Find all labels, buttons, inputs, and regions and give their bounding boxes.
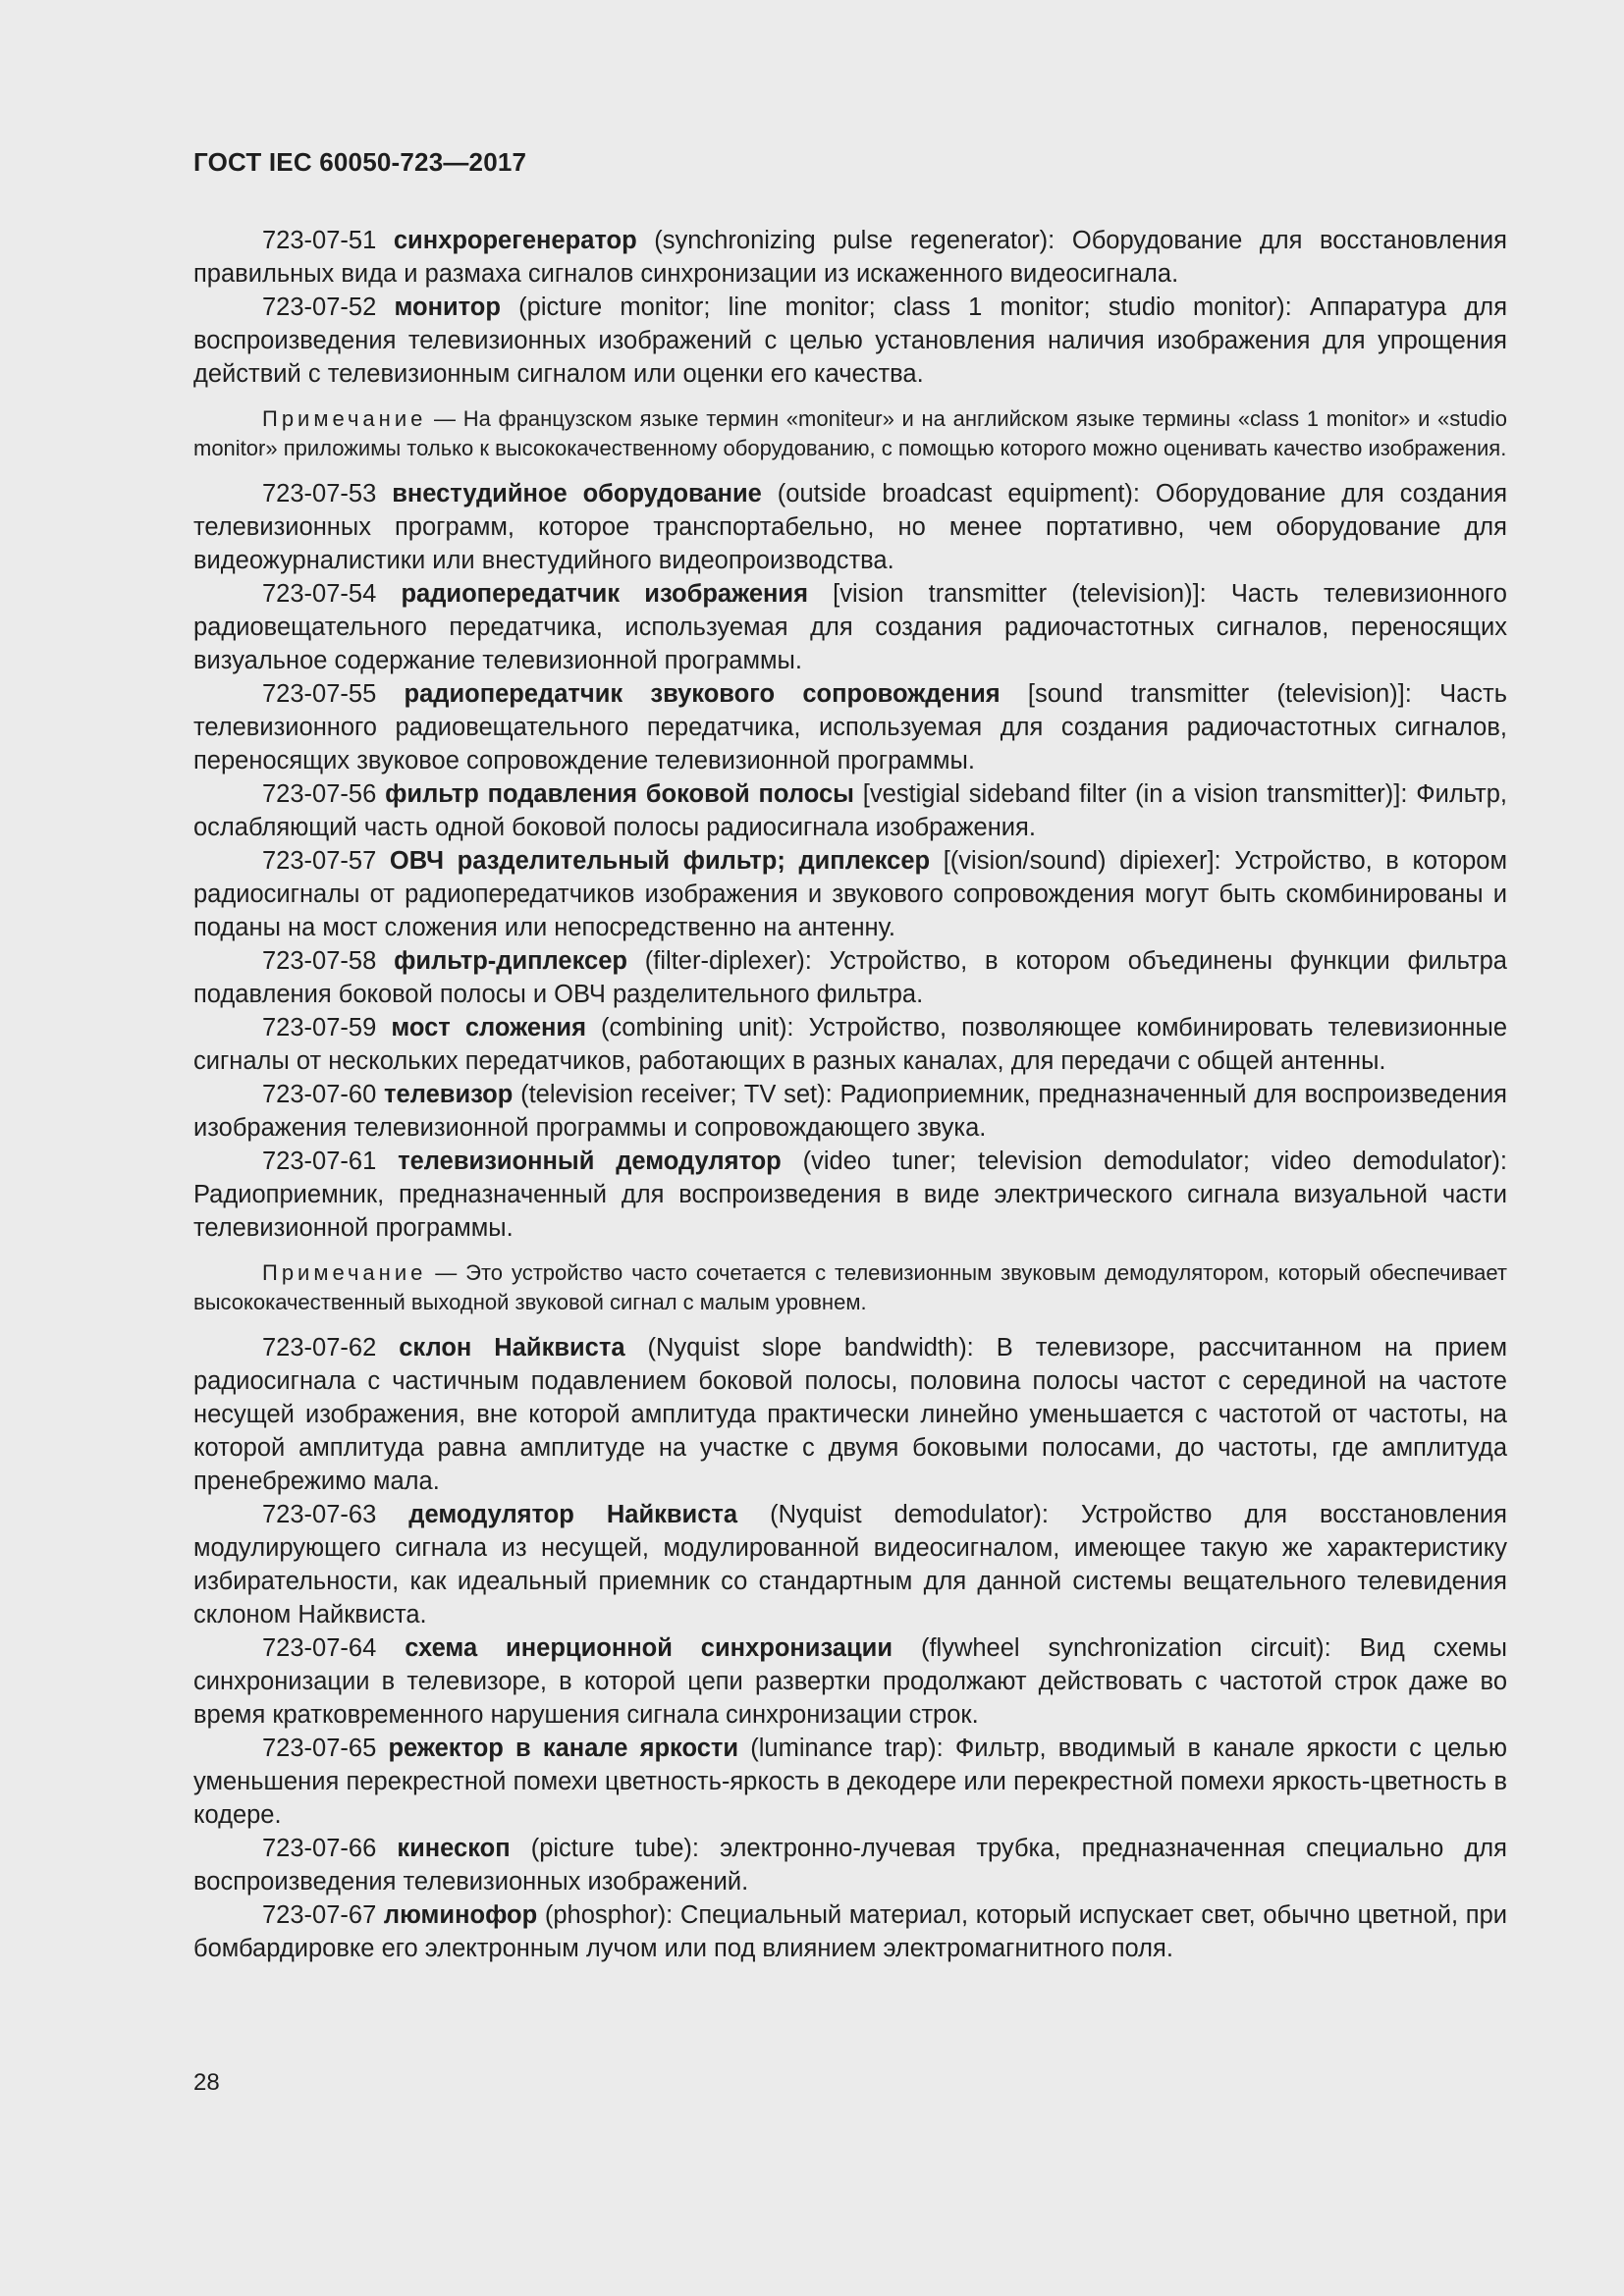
- entry-number: 723-07-66: [262, 1835, 377, 1862]
- entry-definition: (phosphor): Специальный материал, который испускает свет, обычно цветной, при бомбардировке его электронным лучом или под влиянием электромагнитного поля.: [193, 1901, 1507, 1962]
- entry-723-07-65: [193, 1732, 1507, 1832]
- entry-definition: (flywheel synchronization circuit): Вид схемы синхронизации в телевизоре, в которой цепи развертки продолжают действовать с частотой строк даже во время кратковременного нарушения сигнала синхронизации строк.: [193, 1634, 1507, 1729]
- entry-definition: (luminance trap): Фильтр, вводимый в канале яркости с целью уменьшения перекрестной помехи цветность-яркость в декодере или перекрестной помехи яркость-цветность в кодере.: [193, 1735, 1507, 1829]
- entry-723-07-55: [193, 677, 1507, 777]
- entry-723-07-57: [193, 844, 1507, 944]
- entry-723-07-53: [193, 477, 1507, 577]
- entry-term: люминофор: [383, 1901, 538, 1929]
- entry-723-07-60: [193, 1078, 1507, 1145]
- entry-number: 723-07-64: [262, 1634, 377, 1662]
- entry-term: склон Найквиста: [399, 1334, 625, 1362]
- entry-723-07-63: [193, 1498, 1507, 1631]
- note-text: — На французском языке термин «moniteur» и на английском языке термины «class 1 monitor» и «studio monitor» приложимы только к высококачественному оборудованию, с помощью которого можно оценивать качество изображения.: [193, 406, 1507, 460]
- entry-number: 723-07-61: [262, 1148, 377, 1175]
- entry-723-07-51: [193, 224, 1507, 291]
- entry-number: 723-07-56: [262, 780, 377, 808]
- entry-definition: [vision transmitter (television)]: Часть телевизионного радиовещательного передатчика, используемая для создания радиочастотных сигналов, переносящих визуальное содержание телевизионной программы.: [193, 580, 1507, 674]
- entry-definition: (Nyquist demodulator): Устройство для восстановления модулирующего сигнала из несущей, модулированной видеосигналом, имеющее такую же характеристику избирательности, как идеальный приемник со стандартным для данной системы вещательного телевидения склоном Найквиста.: [193, 1501, 1507, 1629]
- entry-definition: (picture monitor; line monitor; class 1 monitor; studio monitor): Аппаратура для воспроизведения телевизионных изображений с целью установления наличия изображения для упрощения действий с телевизионным сигналом или оценки его качества.: [193, 294, 1507, 388]
- entry-term: телевизионный демодулятор: [398, 1148, 782, 1175]
- entry-number: 723-07-58: [262, 947, 377, 975]
- entry-term: фильтр подавления боковой полосы: [385, 780, 854, 808]
- entry-term: схема инерционной синхронизации: [405, 1634, 893, 1662]
- entry-term: мост сложения: [391, 1014, 586, 1041]
- entry-definition: [vestigial sideband filter (in a vision transmitter)]: Фильтр, ослабляющий часть одной боковой полосы радиосигнала изображения.: [193, 780, 1507, 841]
- entry-definition: (synchronizing pulse regenerator): Оборудование для восстановления правильных вида и размаха сигналов синхронизации из искаженного видеосигнала.: [193, 227, 1507, 288]
- entry-number: 723-07-54: [262, 580, 377, 608]
- entry-definition: (video tuner; television demodulator; video demodulator): Радиоприемник, предназначенный для воспроизведения в виде электрического сигнала визуальной части телевизионной программы.: [193, 1148, 1507, 1242]
- note-demodulator: [193, 1258, 1507, 1317]
- entry-term: телевизор: [384, 1081, 514, 1108]
- entry-723-07-67: [193, 1898, 1507, 1965]
- document-body: [193, 224, 1507, 1965]
- entry-definition: (filter-diplexer): Устройство, в котором объединены функции фильтра подавления боковой полосы и ОВЧ разделительного фильтра.: [193, 947, 1507, 1008]
- entry-definition: [(vision/sound) dipiexer]: Устройство, в котором радиосигналы от радиопередатчиков изображения и звукового сопровождения могут быть скомбинированы и поданы на мост сложения или непосредственно на антенну.: [193, 847, 1507, 941]
- entry-number: 723-07-60: [262, 1081, 377, 1108]
- entry-number: 723-07-55: [262, 680, 377, 708]
- entry-definition: (combining unit): Устройство, позволяющее комбинировать телевизионные сигналы от нескольких передатчиков, работающих в разных каналах, для передачи с общей антенны.: [193, 1014, 1507, 1075]
- entry-definition: (television receiver; TV set): Радиоприемник, предназначенный для воспроизведения изображения телевизионной программы и сопровождающего звука.: [193, 1081, 1507, 1142]
- entry-term: радиопередатчик звукового сопровождения: [404, 680, 1001, 708]
- entry-723-07-59: [193, 1011, 1507, 1078]
- entry-definition: [sound transmitter (television)]: Часть телевизионного радиовещательного передатчика, используемая для создания радиочастотных сигналов, переносящих звуковое сопровождение телевизионной программы.: [193, 680, 1507, 774]
- entry-term: кинескоп: [397, 1835, 511, 1862]
- entry-723-07-58: [193, 944, 1507, 1011]
- document-header: ГОСТ IEC 60050-723—2017: [193, 147, 527, 177]
- page-number: 28: [193, 2069, 220, 2096]
- entry-723-07-61: [193, 1145, 1507, 1245]
- entry-term: демодулятор Найквиста: [408, 1501, 738, 1528]
- entry-number: 723-07-51: [262, 227, 377, 254]
- entry-number: 723-07-52: [262, 294, 377, 321]
- entry-723-07-64: [193, 1631, 1507, 1732]
- note-text: — Это устройство часто сочетается с телевизионным звуковым демодулятором, который обеспечивает высококачественный выходной звуковой сигнал с малым уровнем.: [193, 1260, 1507, 1314]
- note-label: Примечание: [262, 406, 427, 431]
- entry-723-07-66: [193, 1832, 1507, 1898]
- entry-term: ОВЧ разделительный фильтр; диплексер: [389, 847, 931, 875]
- entry-723-07-56: [193, 777, 1507, 844]
- entry-number: 723-07-67: [262, 1901, 377, 1929]
- entry-number: 723-07-62: [262, 1334, 377, 1362]
- entry-723-07-52: [193, 291, 1507, 391]
- note-monitor: [193, 404, 1507, 463]
- entry-term: радиопередатчик изображения: [401, 580, 808, 608]
- entry-term: монитор: [394, 294, 501, 321]
- entry-number: 723-07-65: [262, 1735, 377, 1762]
- entry-term: внестудийное оборудование: [392, 480, 762, 507]
- entry-definition: (outside broadcast equipment): Оборудование для создания телевизионных программ, которое транспортабельно, но менее портативно, чем оборудование для видеожурналистики или внестудийного видеопроизводства.: [193, 480, 1508, 574]
- entry-term: фильтр-диплексер: [394, 947, 627, 975]
- entry-definition: (picture tube): электронно-лучевая трубка, предназначенная специально для воспроизведения телевизионных изображений.: [193, 1835, 1507, 1896]
- entry-723-07-62: [193, 1331, 1507, 1498]
- entry-term: режектор в канале яркости: [388, 1735, 739, 1762]
- entry-number: 723-07-63: [262, 1501, 377, 1528]
- entry-number: 723-07-53: [262, 480, 377, 507]
- entry-number: 723-07-57: [262, 847, 377, 875]
- entry-definition: (Nyquist slope bandwidth): В телевизоре, рассчитанном на прием радиосигнала с частичным подавлением боковой полосы, половина полосы частот с серединой на частоте несущей изображения, вне которой амплитуда практически линейно уменьшается с частотой от частоты, на которой амплитуда равна амплитуде на участке с двумя боковыми полосами, до частоты, где амплитуда пренебрежимо мала.: [193, 1334, 1507, 1495]
- entry-723-07-54: [193, 577, 1507, 677]
- note-label: Примечание: [262, 1260, 427, 1285]
- entry-term: синхрорегенератор: [393, 227, 637, 254]
- entry-number: 723-07-59: [262, 1014, 377, 1041]
